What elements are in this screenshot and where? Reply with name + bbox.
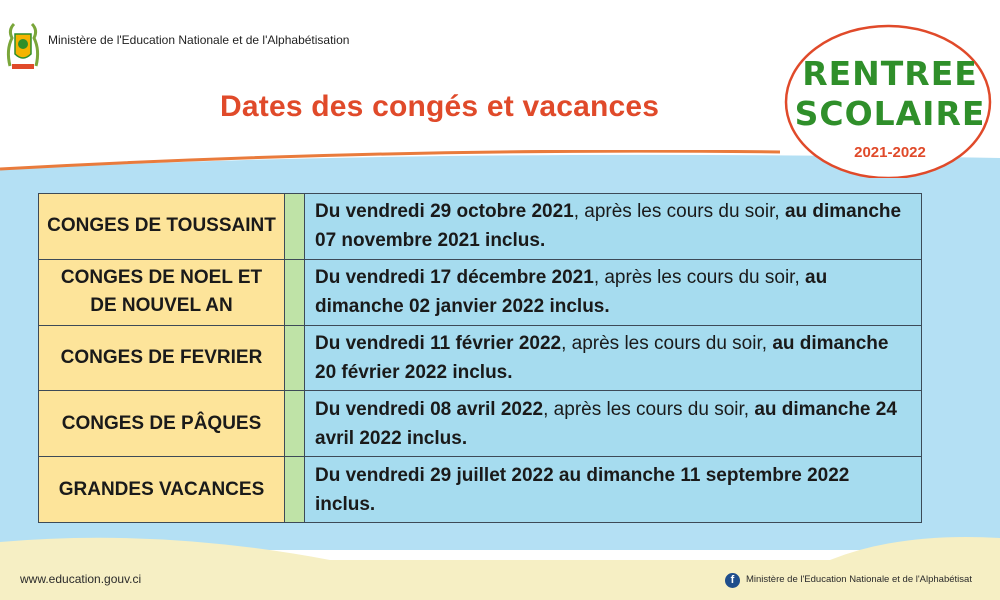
holiday-name: CONGES DE FEVRIER [39,326,285,391]
table-row [39,457,921,522]
holiday-dates: Du vendredi 08 avril 2022, après les cours du soir, au dimanche 24 avril 2022 inclus. [305,391,921,456]
coat-of-arms-icon [4,20,42,72]
website-link[interactable]: www.education.gouv.ci [20,572,142,586]
table-row [39,194,921,260]
badge-line-1: RENTREE [802,54,978,93]
divider-stripe [285,326,305,391]
page-title: Dates des congés et vacances [220,90,660,123]
rentree-scolaire-badge [784,10,996,178]
divider-stripe [285,260,305,325]
holiday-schedule-table [38,193,922,523]
holiday-dates: Du vendredi 17 décembre 2021, après les cours du soir, au dimanche 02 janvier 2022 inclus. [305,260,921,325]
holiday-name: GRANDES VACANCES [39,457,285,522]
divider-stripe [285,194,305,259]
badge-line-2: SCOLAIRE [794,94,986,133]
holiday-dates: Du vendredi 29 juillet 2022 au dimanche 11 septembre 2022 inclus. [305,457,921,522]
table-row [39,326,921,392]
badge-year: 2021-2022 [854,144,926,161]
holiday-name: CONGES DE NOEL ET DE NOUVEL AN [39,260,285,325]
table-row [39,260,921,326]
divider-stripe [285,457,305,522]
facebook-icon[interactable]: f [725,573,740,588]
holiday-name: CONGES DE PÂQUES [39,391,285,456]
holiday-dates: Du vendredi 11 février 2022, après les cours du soir, au dimanche 20 février 2022 inclus. [305,326,921,391]
holiday-name: CONGES DE TOUSSAINT [39,194,285,259]
table-row [39,391,921,457]
ministry-name: Ministère de l'Education Nationale et de l'Alphabétisation [48,33,350,47]
footer-ministry-name: Ministère de l'Education Nationale et de l'Alphabétisat [746,574,972,585]
holiday-dates: Du vendredi 29 octobre 2021, après les cours du soir, au dimanche 07 novembre 2021 inclus. [305,194,921,259]
divider-stripe [285,391,305,456]
footer-band [0,520,1000,600]
